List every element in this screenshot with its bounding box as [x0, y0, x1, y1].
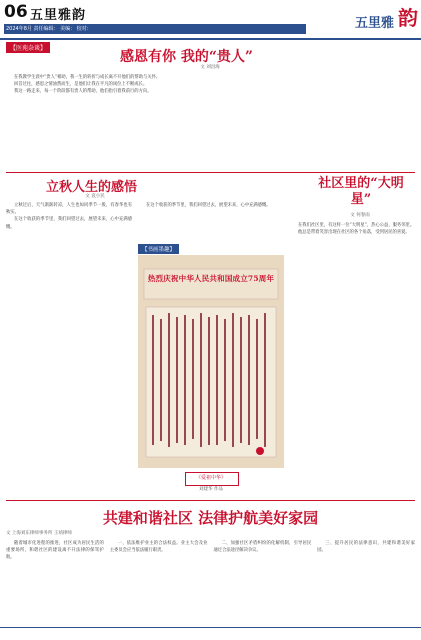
photo-section-label: 【书画墨趣】 — [138, 244, 179, 254]
article1-body — [6, 74, 415, 170]
brand-logo — [330, 2, 418, 36]
page-number: 06 — [4, 2, 28, 22]
article2-body — [6, 202, 132, 496]
photo-intro-text — [138, 202, 284, 242]
feature-body — [6, 540, 415, 624]
article1-title: 感恩有你 我的“贵人” — [120, 49, 253, 65]
page-header — [0, 0, 421, 38]
calligraphy-image — [138, 255, 284, 468]
article3-title: 社区里的“大明星” — [318, 176, 404, 207]
photo-credit: 刘建华 作品 — [199, 487, 223, 492]
article3-body — [290, 222, 416, 496]
article2-paragraph: 在这个收获的季节里，我们回望过去，展望未来，心中充满感慨。 — [146, 203, 271, 208]
divider — [6, 500, 415, 501]
brand-main: 五里雅 — [354, 16, 394, 31]
feature-paragraph: 三、提升居民的法律意识，共建和谐美好家园。 — [317, 541, 415, 554]
article2-title: 立秋人生的感悟 — [46, 180, 138, 195]
feature-paragraph: 随着城市化进程的推进，社区成为居民生活的重要场所，和谐社区的建设离不开法律的保驾护航。 — [6, 541, 104, 561]
article1-paragraph: 我这一路走来，每一个阶段都有贵人的帮助，他们指引着我前行的方向。 — [14, 89, 152, 95]
feature-paragraph: 二、加强社区矛盾纠纷的化解机制，引导居民通过合法途径解决争议。 — [213, 541, 312, 554]
column-tag: 【医苑杂谈】 — [6, 42, 50, 53]
header-rule — [0, 38, 421, 40]
article3-paragraph: 他总是带着笑容出现在社区的各个角落，受到居民的喜爱。 — [298, 230, 410, 236]
footer-rule — [0, 627, 421, 628]
calligraphy-text: 热烈庆祝中华人民共和国成立75周年 — [147, 274, 275, 283]
photo-caption: 《爱祖中华》 — [195, 475, 226, 481]
article1-paragraph: 回首过往，感恩之情油然而生，是他们让我在平凡的岗位上不断成长。 — [14, 82, 148, 88]
article1-paragraph: 在我教学生涯中“贵人”相助，我一生的转折与成长离不开他们的帮助与关怀。 — [14, 75, 161, 80]
section-title: 五里雅韵 — [30, 8, 87, 23]
brand-tail: 韵 — [398, 6, 418, 30]
feature-paragraph: 一、依法维护业主的合法权益。业主大会及业主委员会应当依法履行职责。 — [109, 541, 208, 554]
article3-byline: 文 何春雨 — [350, 213, 370, 218]
article2-byline: 文 袁小民 — [85, 194, 105, 199]
divider — [6, 172, 415, 173]
feature-byline: 文 上海刘东律师事务所 王靖律师 — [6, 531, 72, 536]
article2-paragraph: 立秋过后，天气渐渐转凉，人生也如同季节一般，有春华也有秋实。 — [6, 203, 132, 216]
calligraphy-artwork — [138, 255, 284, 468]
article1-byline: 文 刘昌海 — [200, 65, 220, 70]
dateline: 2024年8月 责任编辑： 美编： 校对： — [4, 24, 306, 34]
feature-title: 共建和谐社区 法律护航美好家园 — [102, 509, 319, 527]
article3-paragraph: 在我们社区里，有这样一位“大明星”，热心公益，服务邻里。 — [298, 223, 415, 228]
article2-paragraph: 在这个收获的季节里，我们回望过去，展望未来，心中充满感慨。 — [6, 217, 132, 230]
